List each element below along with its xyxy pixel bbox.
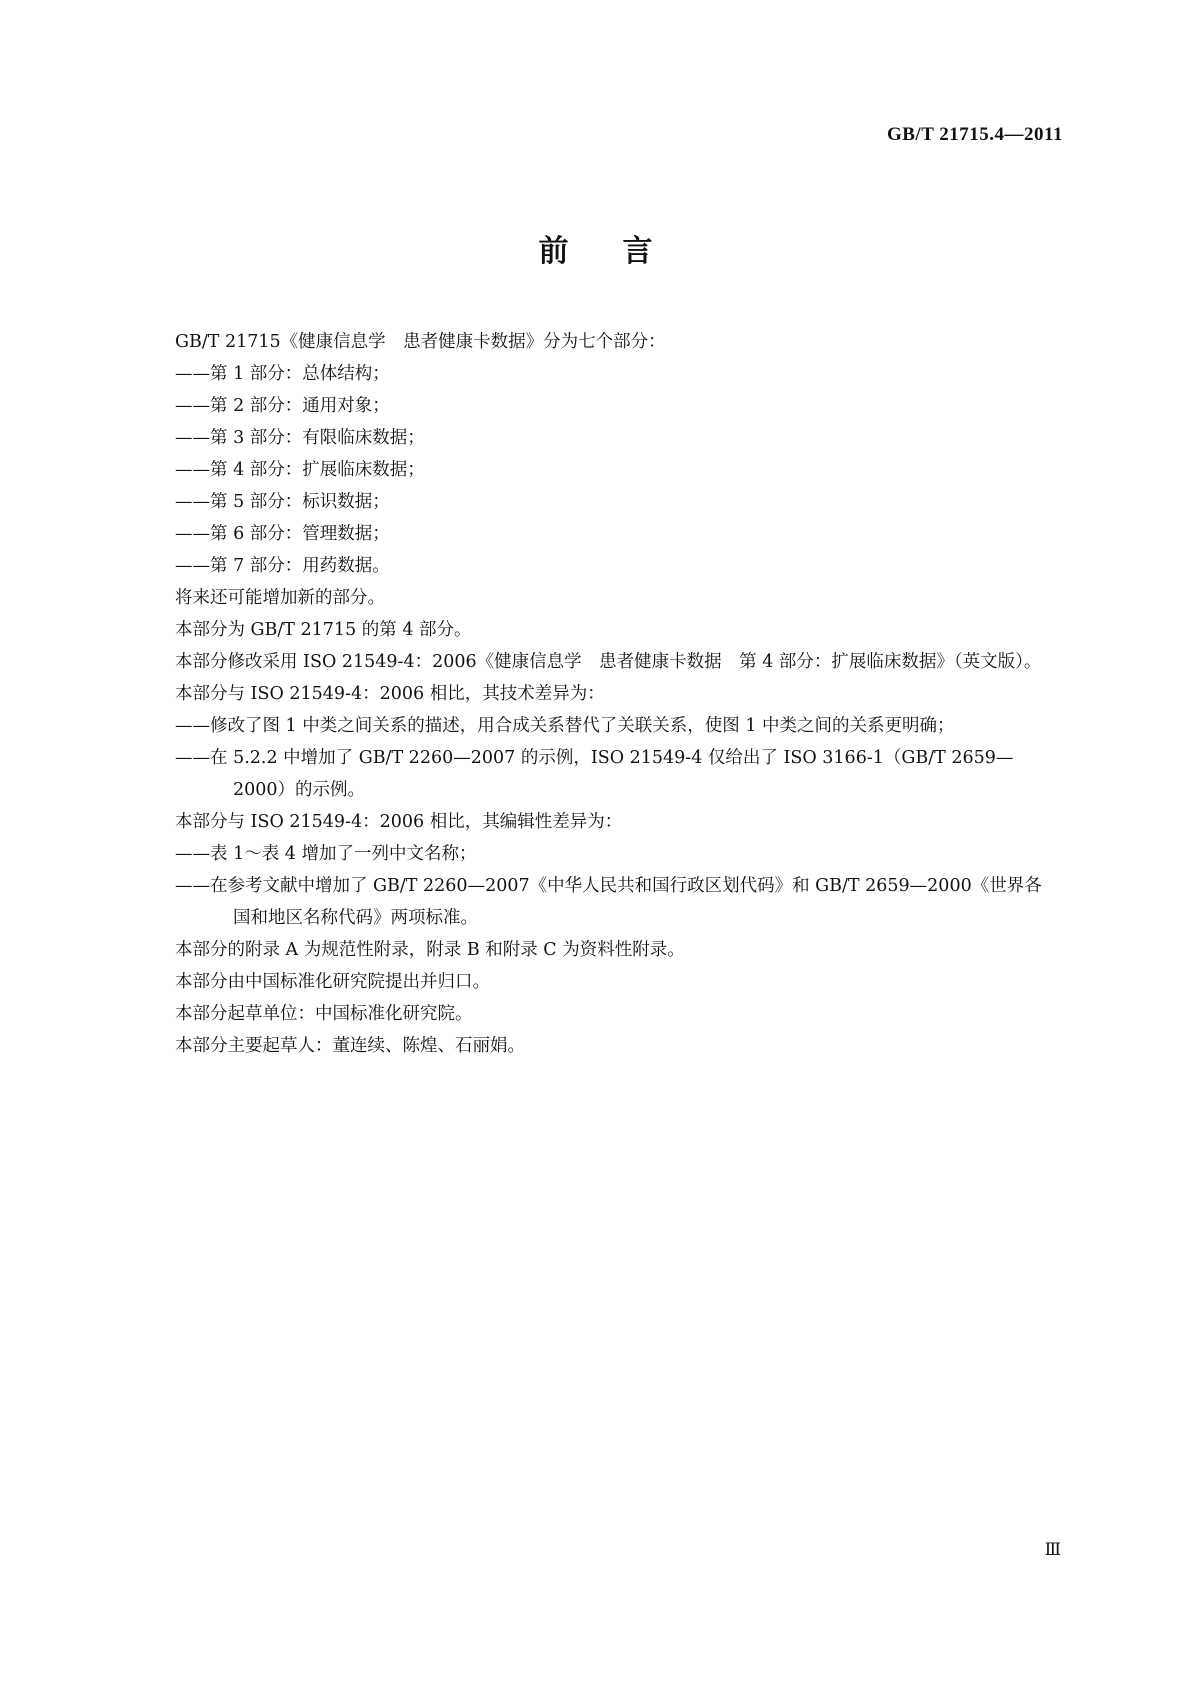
paragraph-proposer: 本部分由中国标准化研究院提出并归口。 [175, 972, 490, 992]
paragraph-intro: GB/T 21715《健康信息学 患者健康卡数据》分为七个部分： [175, 332, 666, 352]
list-item-part-7: ——第 7 部分：用药数据。 [175, 556, 390, 576]
list-item-tech-diff-1: ——修改了图 1 中类之间关系的描述，用合成关系替代了关联关系，使图 1 中类之间的关系更明确； [175, 716, 955, 736]
paragraph-drafting-unit: 本部分起草单位：中国标准化研究院。 [175, 1004, 473, 1024]
list-item-part-4: ——第 4 部分：扩展临床数据； [175, 460, 425, 480]
list-item-part-1: ——第 1 部分：总体结构； [175, 364, 390, 384]
paragraph-part-number: 本部分为 GB/T 21715 的第 4 部分。 [175, 620, 472, 640]
list-item-part-6: ——第 6 部分：管理数据； [175, 524, 390, 544]
page-number: Ⅲ [1044, 1540, 1061, 1559]
list-item-part-3: ——第 3 部分：有限临床数据； [175, 428, 425, 448]
list-item-tech-diff-2: ——在 5.2.2 中增加了 GB/T 2260—2007 的示例，ISO 21549-4 仅给出了 ISO 3166-1（GB/T 2659—2000）的示例。 [175, 748, 1014, 800]
paragraph-tech-diff-intro: 本部分与 ISO 21549-4：2006 相比，其技术差异为： [175, 684, 605, 704]
list-item-part-5: ——第 5 部分：标识数据； [175, 492, 390, 512]
list-item-edit-diff-1: ——表 1～表 4 增加了一列中文名称； [175, 844, 477, 864]
list-item-part-2: ——第 2 部分：通用对象； [175, 396, 390, 416]
page-title: 前言 [538, 234, 707, 269]
paragraph-future-parts: 将来还可能增加新的部分。 [175, 588, 385, 608]
list-item-edit-diff-2: ——在参考文献中增加了 GB/T 2260—2007《中华人民共和国行政区划代码》和 GB/T 2659—2000《世界各国和地区名称代码》两项标准。 [175, 876, 1042, 928]
paragraph-adoption: 本部分修改采用 ISO 21549-4：2006《健康信息学 患者健康卡数据 第 4 部分：扩展临床数据》（英文版）。 [175, 652, 1042, 672]
standard-code: GB/T 21715.4—2011 [886, 124, 1063, 145]
document-body [175, 326, 1055, 1062]
paragraph-drafters: 本部分主要起草人：董连续、陈煌、石丽娟。 [175, 1036, 525, 1056]
paragraph-edit-diff-intro: 本部分与 ISO 21549-4：2006 相比，其编辑性差异为： [175, 812, 623, 832]
paragraph-annex: 本部分的附录 A 为规范性附录，附录 B 和附录 C 为资料性附录。 [175, 940, 685, 960]
